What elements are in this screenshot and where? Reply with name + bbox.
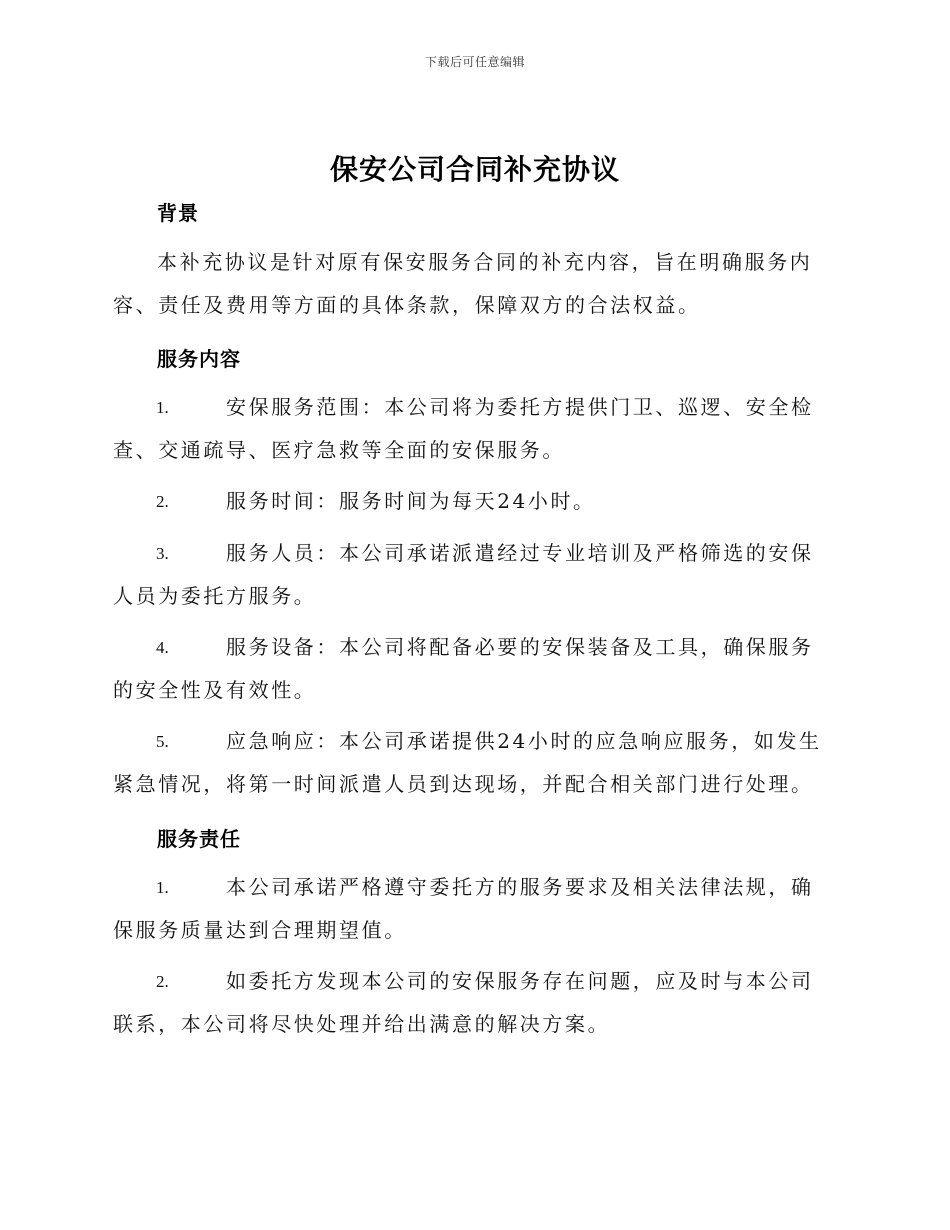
item-number: 3. <box>156 544 169 563</box>
service-content-item-4 <box>113 626 835 712</box>
item-number: 4. <box>156 638 169 657</box>
service-content-item-3 <box>113 532 835 618</box>
item-text: 服务时间：服务时间为每天24小时。 <box>226 489 596 513</box>
header-note: 下载后可任意编辑 <box>424 55 525 69</box>
item-number: 1. <box>156 878 169 897</box>
item-text: 服务设备：本公司将配备必要的安保装备及工具，确保服务的安全性及有效性。 <box>113 635 814 702</box>
item-text: 安保服务范围：本公司将为委托方提供门卫、巡逻、安全检查、交通疏导、医疗急救等全面的安保服务。 <box>113 395 814 462</box>
background-paragraph: 本补充协议是针对原有保安服务合同的补充内容，旨在明确服务内容、责任及费用等方面的具体条款，保障双方的合法权益。 <box>113 250 813 317</box>
service-responsibility-item-2 <box>113 960 835 1046</box>
item-text: 如委托方发现本公司的安保服务存在问题，应及时与本公司联系，本公司将尽快处理并给出满意的解决方案。 <box>113 969 814 1036</box>
item-number: 2. <box>156 492 169 511</box>
item-number: 5. <box>156 732 169 751</box>
item-text: 服务人员：本公司承诺派遣经过专业培训及严格筛选的安保人员为委托方服务。 <box>113 541 814 608</box>
service-content-item-5 <box>113 720 835 806</box>
item-number: 1. <box>156 398 169 417</box>
section-heading-background: 背景 <box>157 201 199 225</box>
section-heading-service-responsibility: 服务责任 <box>157 827 241 851</box>
item-text: 本公司承诺严格遵守委托方的服务要求及相关法律法规，确保服务质量达到合理期望值。 <box>113 875 814 942</box>
item-text: 应急响应：本公司承诺提供24小时的应急响应服务，如发生紧急情况，将第一时间派遣人员到达现场，并配合相关部门进行处理。 <box>113 729 822 796</box>
service-responsibility-item-1 <box>113 866 835 952</box>
service-content-item-1 <box>113 386 835 472</box>
document-title: 保安公司合同补充协议 <box>329 153 620 186</box>
section-heading-service-content: 服务内容 <box>157 347 241 371</box>
item-number: 2. <box>156 972 169 991</box>
service-content-item-2 <box>113 480 835 523</box>
